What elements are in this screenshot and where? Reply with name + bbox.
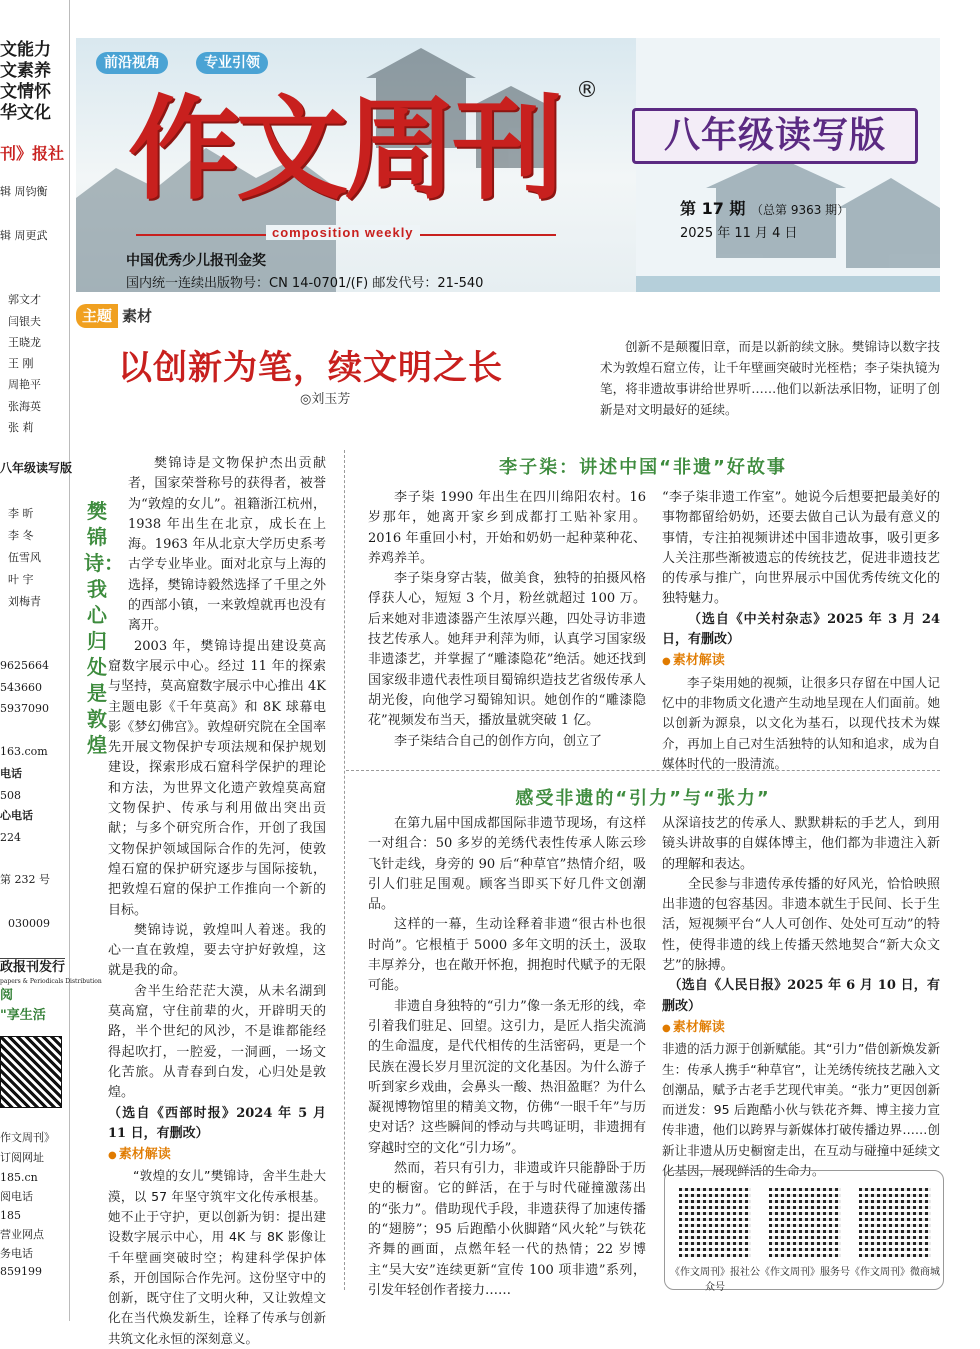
strip-name-4: 王 刚 [8, 357, 34, 370]
strip-slogan-3: 文情怀 [0, 82, 51, 102]
article1-para-3: 樊锦诗说，敦煌叫人着迷。我的心一直在敦煌，要去守护好敦煌，这就是我的命。 [108, 922, 326, 979]
newspaper-title: 作文周刊 [128, 84, 560, 215]
publication-number: 国内统一连续出版物号：CN 14-0701/(F) 邮发代号：21-540 [126, 276, 484, 291]
strip-promo-b: "享生活 [0, 1008, 46, 1023]
strip-staff-1: 辑 周钧衡 [0, 185, 48, 198]
strip-contact-5: 电话 [0, 767, 22, 780]
article2-analysis-label: ● 素材解读 [662, 651, 940, 672]
article1-para-2: 2003 年，樊锦诗提出建设莫高窟数字展示中心。经过 11 年的探索与坚持，莫高窟数字展示中心推出 4K 主题电影《千年莫高》和 8K 球幕电影《梦幻佛宫》。敦煌研究院在全国率先开展文物保护专项法规和保护规划建设，探索形成石窟科学保护的理论和方法，为世界文化遗产敦煌莫高窟文物保护、传承与利用做出突出贡献；与多个研究所合作，开创了我国文物保护领域国际合作的先河，使敦煌石窟的保护研究逐步与国际接轨，把敦煌石窟的保护工作推向一个新的目标。 [108, 638, 326, 918]
strip-promo-a: 阅 [0, 988, 14, 1003]
article2-para-3: 李子柒结合自己的创作方向，创立了 [394, 733, 603, 749]
qr-code-official-account[interactable] [679, 1185, 751, 1257]
strip-staff-2: 辑 周更武 [0, 229, 48, 242]
headline-author: ◎刘玉芳 [300, 392, 351, 407]
strip-name-1: 郭文才 [8, 293, 41, 306]
strip-footer-7: 务电话 [0, 1247, 33, 1260]
issue-total: （总第 9363 期） [751, 203, 850, 217]
strip-name-2: 闫银夫 [8, 315, 41, 328]
article3-column-1 [368, 814, 646, 1301]
newspaper-title-en: composition weekly [266, 225, 420, 240]
article1-vertical-title: 樊锦诗：我心归处是敦煌 [84, 499, 124, 757]
article3-para-1: 在第九届中国成都国际非遗节现场，有这样一对组合：50 多岁的羌绣代表性传承人陈云珍飞针走线，身旁的 90 后“种草官”热情介绍，吸引人们驻足围观。顾客当即买下好几件文创潮品。 [368, 816, 646, 913]
strip-name-3: 王晓龙 [8, 336, 41, 349]
strip-contact-9: 第 232 号 [0, 873, 50, 886]
strip-editor-5: 刘梅青 [8, 595, 41, 608]
article1-body [108, 454, 326, 1349]
strip-editor-3: 伍雪风 [8, 551, 41, 564]
strip-distributor: 政报刊发行 [0, 960, 66, 975]
article3-column-2 [662, 814, 940, 1181]
article2-analysis: 李子柒用她的视频，让很多只存留在中国人记忆中的非物质文化遗产生动地呈现在人们面前。她以创新为源泉，以文化为基石，以现代技术为媒介，再加上自己对生活独特的认知和追求，成为自媒体时代的一股清流。 [662, 674, 940, 771]
masthead-tag-2: 专业引领 [196, 52, 268, 74]
strip-distributor-en: papers & Periodicals Distribution [0, 978, 102, 985]
strip-qr-code[interactable] [0, 1036, 62, 1108]
qr-code-service-account[interactable] [769, 1185, 841, 1257]
article2-para-4: “李子柒非遗工作室”。她说今后想要把最美好的事物都留给奶奶，还要去做自己认为最有意义的事情，专注拍视频讲述中国非遗故事，吸引更多人关注那些渐被遗忘的传统技艺，促进非遗技艺的传承与推广，向世界展示中国优秀传统文化的独特魅力。 [662, 490, 940, 607]
article2-title: 李子柒：讲述中国“非遗”好故事 [499, 457, 787, 478]
topic-intro: 创新不是颠覆旧章，而是以新韵续文脉。樊锦诗以数字技术为敦煌石窟立传，让千年壁画突破时光桎梏；李子柒执镜为笔，将非遗故事讲给世界听……他们以新法承旧物，证明了创新是对文明最好的延续。 [600, 339, 940, 417]
registered-mark: ® [576, 78, 598, 103]
masthead [76, 38, 940, 292]
article1-analysis-label: ● 素材解读 [108, 1145, 326, 1166]
qr-code-mall[interactable] [859, 1185, 931, 1257]
strip-footer-6: 营业网点 [0, 1228, 44, 1241]
strip-contact-4: 163.com [0, 745, 48, 758]
article3-para-6: 全民参与非遗传承传播的好风光，恰恰映照出非遗的包容基因。非遗本就生于民间、长于生活，短视频平台“人人可创作、处处可互动”的特性，使得非遗的线上传播天然地契合“新大众文艺”的脉搏。 [662, 876, 940, 974]
strip-contact-10: 030009 [8, 917, 50, 930]
article1-para-4: 舍半生给茫茫大漠，从未名湖到莫高窟，守住前辈的火，开辟明天的路，半个世纪的风沙，不是谁都能经得起吹打，一腔爱，一洞画，一场文化苦旅。从青春到白发，心归处是敦煌。 [108, 983, 326, 1101]
strip-name-7: 张 莉 [8, 421, 34, 434]
strip-edition: 八年级读写版 [0, 461, 73, 475]
article3-para-4: 然而，若只有引力，非遗或许只能静卧于历史的橱窗。它的鲜活，在于与时代碰撞激荡出的“张力”。借助现代手段，非遗获得了加速传播的“翅膀”；95 后跑酷小伙脚踏“风火轮”与铁花齐舞的画面，点燃年轻一代的热情；22 岁博主“吴大安”连续更新“宣传 100 项非遗”系列，引发年轻创作者接力…… [368, 1161, 646, 1298]
qr-caption-2: 《作文周刊》服务号 [760, 1267, 850, 1278]
masthead-tag-1: 前沿视角 [96, 52, 168, 74]
article3-para-5: 从深谙技艺的传承人、默默耕耘的手艺人，到用镜头讲故事的自媒体博主，他们都为非遗注入新的理解和表达。 [662, 816, 940, 872]
strip-footer-4: 阅电话 [0, 1190, 33, 1203]
strip-contact-6: 508 [0, 789, 21, 802]
page-headline: 以创新为笔，续文明之长 [118, 348, 503, 388]
article3-source: （选自《人民日报》2025 年 6 月 10 日，有删改） [662, 978, 940, 1014]
strip-footer-1: 作文周刊》 [0, 1131, 55, 1144]
issue-main: 第 17 期 [680, 199, 746, 218]
strip-editor-4: 叶 宇 [8, 573, 34, 586]
strip-contact-7: 心电话 [0, 809, 33, 822]
strip-editor-1: 李 昕 [8, 507, 34, 520]
article1-analysis: “敦煌的女儿”樊锦诗，舍半生赴大漠，以 57 年坚守筑牢文化传承根基。她不止于守护，更以创新为钥：提出建设数字展示中心，用 4K 与 8K 影像让千年壁画突破时空；构建科学保护体系，开创国际合作先河。这份坚守中的创新，既守住了文明火种，又让敦煌文化在当代焕发新生，诠释了传承与创新共筑文化永恒的深刻意义。 [108, 1168, 326, 1346]
strip-slogan-2: 文素养 [0, 61, 51, 81]
strip-slogan-1: 文能力 [0, 40, 51, 60]
article3-title: 感受非遗的“引力”与“张力” [515, 788, 771, 809]
article2-para-1: 李子柒 1990 年出生在四川绵阳农村。16 岁那年，她离开家乡到成都打工贴补家用。2016 年重回小村，开始和奶奶一起种菜种花、养鸡养羊。 [368, 490, 646, 566]
strip-name-5: 周艳平 [8, 378, 41, 391]
topic-label [76, 304, 156, 328]
edition-badge: 八年级读写版 [632, 108, 918, 164]
article2-para-2: 李子柒身穿古装，做美食，独特的拍摄风格俘获人心，短短 3 个月，粉丝就超过 100 万。后来她对非遗漆器产生浓厚兴趣，四处寻访非遗技艺传承人。她拜尹利萍为师，认真学习国家级非遗漆艺，并掌握了“雕漆隐花”绝活。她还找到国家级非遗代表性项目蜀锦织造技艺省级传承人胡光俊，向他学习蜀锦知识。她创作的“雕漆隐花”视频发布当天，播放量就突破 1 亿。 [368, 571, 646, 729]
strip-contact-2: 543660 [0, 681, 42, 694]
award-line: 中国优秀少儿报刊金奖 [126, 253, 266, 269]
article3-analysis-label: ● 素材解读 [662, 1018, 940, 1039]
article3-para-3: 非遗自身独特的“引力”像一条无形的线，牵引着我们驻足、回望。这引力，是匠人指尖流淌的生命温度，是代代相传的生活密码，更是一个民族在漫长岁月里沉淀的文化基因。为什么游子听到家乡戏曲，会鼻头一酸、热泪盈眶？为什么凝视博物馆里的精美文物，仿佛“一眼千年”与历史对话？这些瞬间的悸动与共鸣证明，非遗拥有穿越时空的文化“引力场”。 [368, 998, 646, 1156]
strip-editor-2: 李 冬 [8, 529, 34, 542]
article2-source: （选自《中关村杂志》2025 年 3 月 24 日，有删改） [662, 611, 940, 648]
strip-footer-2: 订阅网址 [0, 1151, 44, 1164]
article2-column-2 [662, 488, 940, 774]
strip-footer-8: 859199 [0, 1265, 42, 1278]
article1-source: （选自《西部时报》2024 年 5 月 11 日，有删改） [108, 1105, 326, 1141]
article3-analysis: 非遗的活力源于创新赋能。其“引力”借创新焕发新生：传承人携手“种草官”，让羌绣传统技艺融入文创潮品，赋予古老手艺现代审美。“张力”更因创新而迸发：95 后跑酷小伙与铁花齐舞、博主接力宣传非遗，他们以跨界与新媒体打破传播边界……创新让非遗从历史橱窗走出，在互动与碰撞中延续文化基因，展现鲜活的生命力。 [662, 1041, 940, 1179]
article2-column-1 [368, 488, 646, 752]
qr-caption-3: 《作文周刊》微商城 [850, 1267, 940, 1278]
strip-name-6: 张海英 [8, 400, 41, 413]
column-separator [344, 450, 345, 1290]
strip-slogan-4: 华文化 [0, 103, 51, 123]
topic-label-b: 素材 [122, 307, 153, 325]
qr-caption-1: 《作文周刊》报社公众号 [670, 1267, 760, 1293]
topic-label-a: 主题 [76, 304, 118, 328]
strip-footer-3: 185.cn [0, 1171, 38, 1184]
issue-date: 2025 年 11 月 4 日 [680, 226, 798, 241]
issue-number [680, 196, 849, 219]
article3-para-2: 这样的一幕，生动诠释着非遗“很古朴也很时尚”。它根植于 5000 多年文明的沃土，汲取丰厚养分，也在敞开怀抱，拥抱时代赋予的无限可能。 [368, 917, 646, 994]
qr-code-box [664, 1170, 944, 1293]
article1-para-1: 樊锦诗是文物保护杰出贡献者，国家荣誉称号的获得者，被誉为“敦煌的女儿”。祖籍浙江杭州，1938 年出生在北京，成长在上海。1963 年从北京大学历史系考古学专业毕业。面对北京与上海的选择，樊锦诗毅然选择了千里之外的西部小镇，一来敦煌就再也没有离开。 [128, 456, 326, 634]
strip-contact-1: 9625664 [0, 659, 49, 672]
strip-publisher: 刊》报社 [0, 144, 65, 163]
strip-contact-3: 5937090 [0, 702, 49, 715]
strip-contact-8: 224 [0, 831, 21, 844]
strip-footer-5: 185 [0, 1209, 21, 1222]
